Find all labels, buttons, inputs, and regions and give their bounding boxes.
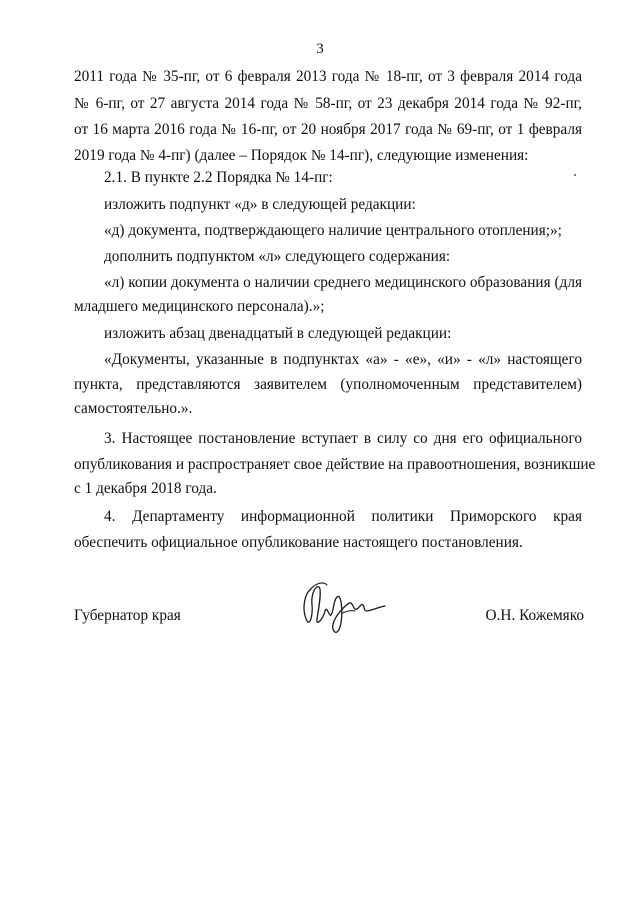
text-line: изложить абзац двенадцатый в следующей редакции: (104, 325, 452, 342)
text-line: от 16 марта 2016 года № 16-пг, от 20 ноября 2017 года № 69-пг, от 1 февраля (74, 121, 582, 138)
signatory-name: О.Н. Кожемяко (485, 607, 584, 624)
text-line: «д) документа, подтверждающего наличие центрального отопления;»; (104, 222, 562, 239)
text-line: 3. Настоящее постановление вступает в силу со дня его официального (104, 430, 582, 447)
text-line: опубликования и распространяет свое действие на правоотношения, возникшие (74, 456, 596, 473)
text-line: 2011 года № 35-пг, от 6 февраля 2013 года № 18-пг, от 3 февраля 2014 года (74, 68, 582, 85)
text-line: № 6-пг, от 27 августа 2014 года № 58-пг, от 23 декабря 2014 года № 92-пг, (74, 95, 582, 112)
signatory-position: Губернатор края (74, 607, 181, 624)
page-number: 3 (316, 41, 324, 57)
text-line: «л) копии документа о наличии среднего медицинского образования (для (104, 274, 582, 291)
text-line: 4. Департаменту информационной политики Приморского края (104, 508, 582, 525)
text-line: дополнить подпунктом «л» следующего содержания: (104, 248, 451, 265)
text-line: изложить подпункт «д» в следующей редакции: (104, 196, 416, 213)
handwritten-signature (297, 573, 397, 639)
text-line: младшего медицинского персонала).»; (74, 298, 325, 315)
speck-mark (574, 174, 576, 176)
text-line: «Документы, указанные в подпунктах «а» - «е», «и» - «л» настоящего (104, 351, 582, 368)
text-line: обеспечить официальное опубликование настоящего постановления. (74, 534, 523, 551)
text-line: с 1 декабря 2018 года. (74, 480, 217, 497)
text-line: пункта, представляются заявителем (уполномоченным представителем) (74, 376, 582, 393)
text-line: 2.1. В пункте 2.2 Порядка № 14-пг: (104, 169, 333, 186)
text-line: 2019 года № 4-пг) (далее – Порядок № 14-пг), следующие изменения: (74, 147, 529, 164)
text-line: самостоятельно.». (74, 400, 193, 417)
